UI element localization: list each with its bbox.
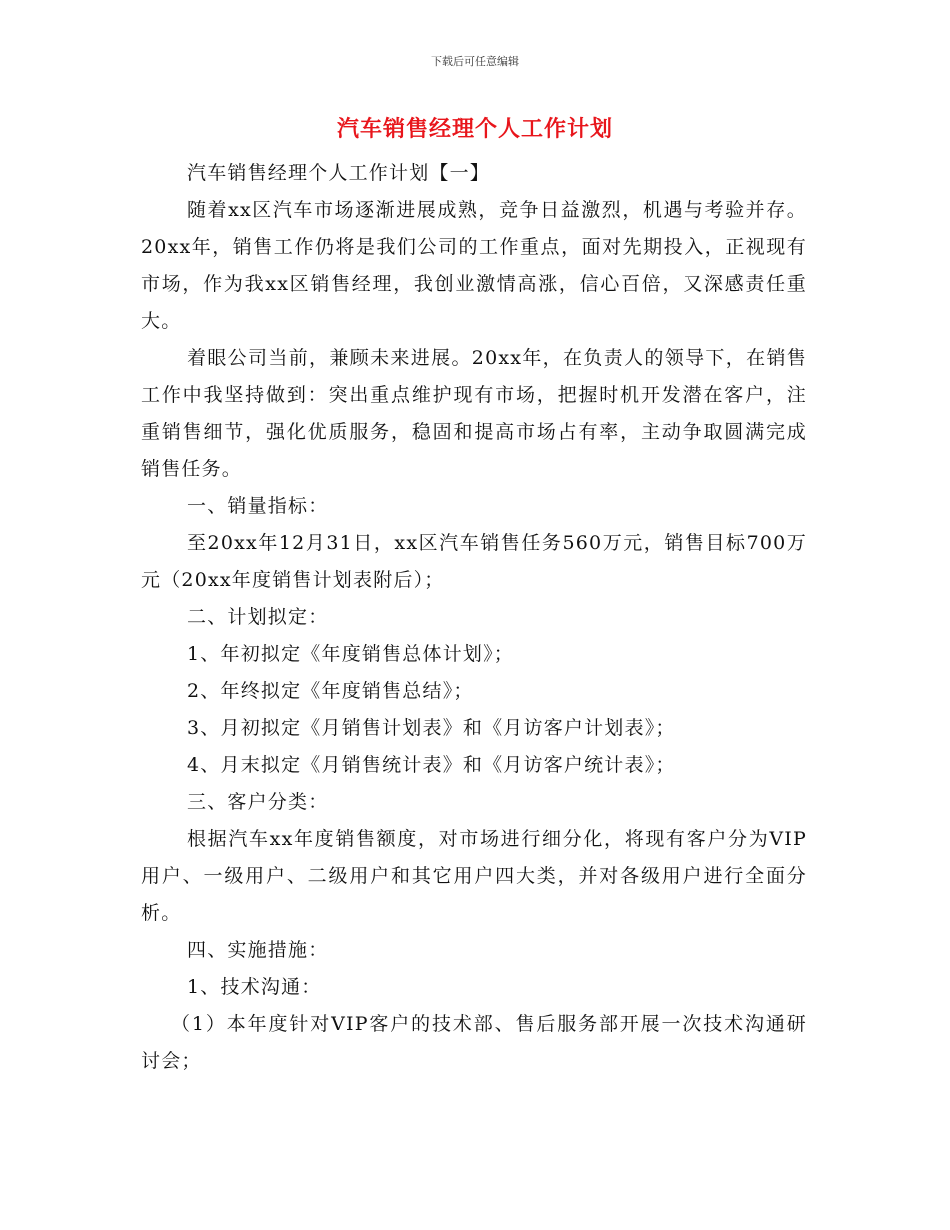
heading-customer-classification: 三、客户分类：	[187, 791, 329, 813]
body-paragraph-sales-target: 至20xx年12月31日，xx区汽车销售任务560万元，销售目标700万元（20xx年度销售计划表附后）；	[141, 532, 807, 591]
list-item-plan-2: 2、年终拟定《年度销售总结》；	[187, 680, 474, 702]
body-paragraph-market: 随着xx区汽车市场逐渐进展成熟，竞争日益激烈，机遇与考验并存。20xx年，销售工作仍将是我们公司的工作重点，面对先期投入，正视现有市场，作为我xx区销售经理，我创业激情高涨，信心百倍，又深感责任重大。	[141, 199, 807, 332]
document-title: 汽车销售经理个人工作计划	[336, 117, 613, 142]
subheading-technical-communication: 1、技术沟通：	[187, 976, 322, 998]
heading-sales-target: 一、销量指标：	[187, 495, 329, 517]
body-paragraph-customer-classification: 根据汽车xx年度销售额度，对市场进行细分化，将现有客户分为VIP用户、一级用户、二级用户和其它用户四大类，并对各级用户进行全面分析。	[141, 828, 807, 924]
body-paragraph-focus: 着眼公司当前，兼顾未来进展。20xx年，在负责人的领导下，在销售工作中我坚持做到：突出重点维护现有市场，把握时机开发潜在客户，注重销售细节，强化优质服务，稳固和提高市场占有率，主动争取圆满完成销售任务。	[141, 347, 807, 480]
list-item-plan-1: 1、年初拟定《年度销售总体计划》；	[187, 643, 514, 665]
heading-implementation: 四、实施措施：	[187, 939, 329, 961]
document-body	[141, 155, 807, 1080]
section-heading-part-one: 汽车销售经理个人工作计划【一】	[187, 162, 491, 184]
heading-plan-drafting: 二、计划拟定：	[187, 606, 329, 628]
list-item-technical-1: （1）本年度针对VIP客户的技术部、售后服务部开展一次技术沟通研讨会；	[141, 1013, 807, 1072]
header-note: 下载后可任意编辑	[431, 55, 519, 68]
list-item-plan-3: 3、月初拟定《月销售计划表》和《月访客户计划表》；	[187, 717, 676, 739]
list-item-plan-4: 4、月末拟定《月销售统计表》和《月访客户统计表》；	[187, 754, 676, 776]
